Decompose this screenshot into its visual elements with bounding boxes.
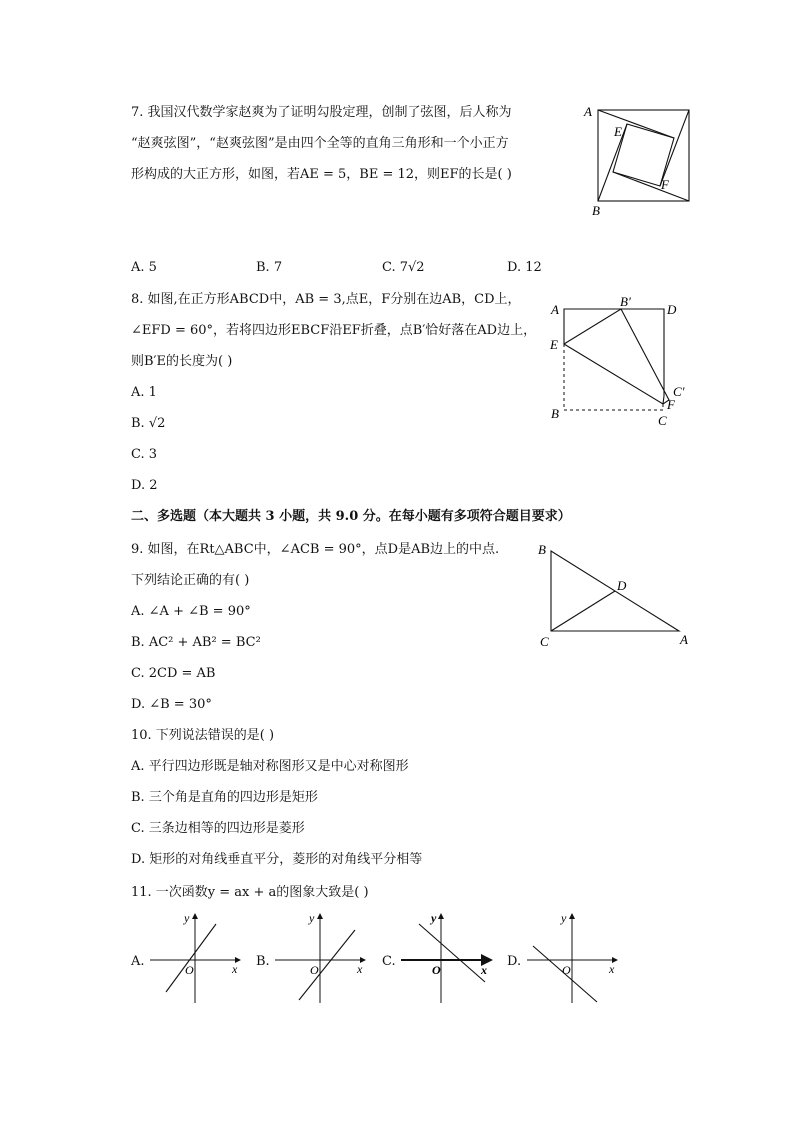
q10-stem: 10. 下列说法错误的是( ) [131, 728, 275, 743]
q11-graph-b [275, 910, 370, 1005]
q8-folding-diagram [545, 292, 695, 432]
q9-stem-line1: 9. 如图，在Rt△ABC中，∠ACB = 90°，点D是AB边上的中点. [131, 542, 500, 557]
q8-label-a: A [551, 302, 559, 317]
q9-label-a: A [680, 632, 688, 647]
q11-graph-c-line [419, 924, 485, 982]
q9-label-c: C [540, 634, 549, 649]
q11-stem: 11. 一次函数y = ax + a的图象大致是( ) [131, 885, 369, 900]
q9-label-b: B [538, 542, 546, 557]
q8-label-bprime: B′ [620, 294, 631, 309]
q8-label-c: C [658, 413, 667, 428]
q7-outer-square [598, 110, 689, 201]
q8-label-cprime: C′ [673, 384, 685, 399]
q11-graph-a-origin: O [185, 963, 194, 977]
q7-label-e: E [614, 124, 622, 139]
q9-stem-line2: 下列结论正确的有( ) [131, 573, 250, 588]
q8-option-b: B. √2 [131, 416, 166, 431]
q8-square-outline [564, 309, 664, 404]
q11-graph-a-line [166, 924, 216, 992]
q10-option-c: C. 三条边相等的四边形是菱形 [131, 821, 305, 836]
section-2-header: 二、多选题（本大题共 3 小题，共 9.0 分。在每小题有多项符合题目要求） [131, 509, 571, 524]
q11-graph-a [150, 910, 245, 1005]
q11-graph-d [527, 910, 622, 1005]
q8-label-b: B [551, 406, 559, 421]
q8-original-position [564, 344, 663, 410]
q7-zhao-shuang-diagram [580, 102, 700, 220]
q8-label-d: D [667, 302, 677, 317]
q9-option-a: A. ∠A + ∠B = 90° [131, 604, 251, 619]
q11-graph-d-x-label: x [609, 962, 615, 976]
q11-graph-a-x-label: x [232, 962, 238, 976]
q9-option-b: B. AC² + AB² = BC² [131, 635, 261, 650]
q11-graph-d-y-label: y [561, 911, 567, 925]
q8-stem-line3: 则B′E的长度为( ) [131, 354, 233, 369]
q11-graph-b-y-label: y [309, 911, 315, 925]
q10-option-d: D. 矩形的对角线垂直平分，菱形的对角线平分相等 [131, 852, 423, 867]
q7-option-c: C. 7√2 [382, 260, 425, 275]
q7-stem-line1: 7. 我国汉代数学家赵爽为了证明勾股定理，创制了弦图，后人称为 [131, 105, 512, 120]
q11-graph-b-origin: O [310, 963, 319, 977]
q8-option-a: A. 1 [131, 385, 157, 400]
q8-option-d: D. 2 [131, 478, 158, 493]
q11-graph-c-y-label: y [431, 911, 437, 925]
q7-stem-line3: 形构成的大正方形，如图，若AE = 5，BE = 12，则EF的长是( ) [131, 167, 512, 182]
q9-option-c: C. 2CD = AB [131, 666, 216, 681]
q8-option-c: C. 3 [131, 447, 158, 462]
q10-option-a: A. 平行四边形既是轴对称图形又是中心对称图形 [131, 759, 409, 774]
q7-label-b: B [592, 203, 600, 218]
q7-option-b: B. 7 [256, 260, 283, 275]
q7-label-a: A [584, 104, 592, 119]
q8-stem-line1: 8. 如图,在正方形ABCD中，AB = 3,点E，F分别在边AB，CD上， [131, 292, 521, 307]
q11-graph-c-x-label: x [481, 963, 487, 977]
q11-graph-d-origin: O [562, 963, 571, 977]
q11-graph-b-line [299, 930, 355, 1000]
q11-graph-a-y-label: y [184, 911, 190, 925]
q9-median-cd [551, 591, 615, 631]
q11-graph-c-origin: O [432, 963, 441, 977]
q11-option-c-label: C. [382, 954, 396, 969]
q11-graph-b-x-label: x [357, 962, 363, 976]
q9-option-d: D. ∠B = 30° [131, 697, 212, 712]
q8-folded-quadrilateral [564, 309, 669, 404]
q9-label-d: D [617, 578, 627, 593]
q11-option-a-label: A. [131, 954, 145, 969]
q7-option-a: A. 5 [131, 260, 157, 275]
q8-label-f: F [667, 397, 675, 412]
q7-option-d: D. 12 [507, 260, 542, 275]
q9-right-triangle-diagram [535, 541, 695, 653]
q8-label-e: E [550, 337, 558, 352]
q7-stem-line2: “赵爽弦图”，“赵爽弦图”是由四个全等的直角三角形和一个小正方 [131, 136, 509, 151]
q7-label-f: F [661, 177, 669, 192]
q11-option-d-label: D. [507, 954, 522, 969]
q11-option-b-label: B. [256, 954, 270, 969]
q8-stem-line2: ∠EFD = 60°，若将四边形EBCF沿EF折叠，点B′恰好落在AD边上， [131, 323, 537, 338]
q10-option-b: B. 三个角是直角的四边形是矩形 [131, 790, 318, 805]
q11-graph-c [401, 910, 496, 1005]
